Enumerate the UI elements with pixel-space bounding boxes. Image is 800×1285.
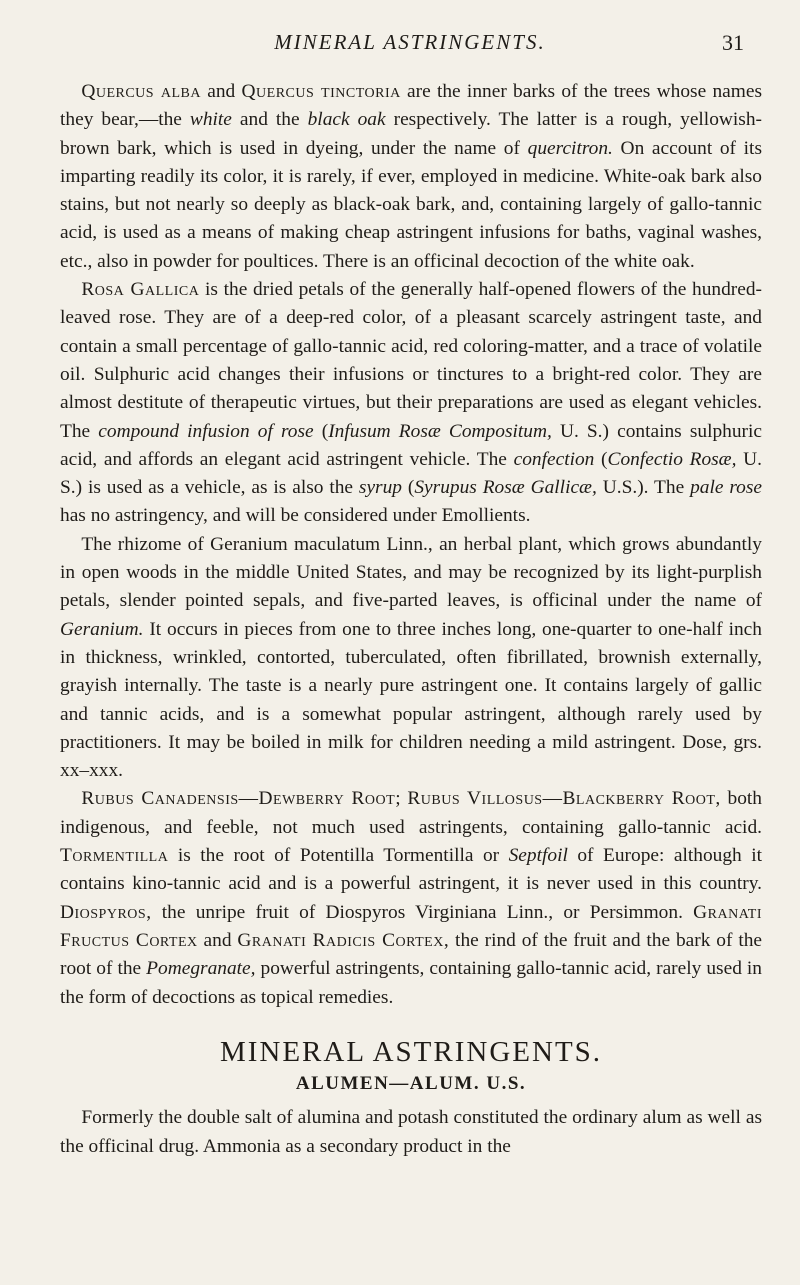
text-run: powerful astringents, containing gallo-tannic acid, rarely used in the form of decoctions as topical remedies. (60, 958, 763, 1008)
paragraph-rosa-gallica (60, 276, 762, 531)
small-caps-term: Granati Radicis Cortex, (237, 929, 450, 951)
italic-term: Infusum Rosæ Compositum, (328, 420, 552, 442)
text-run: is the dried petals of the generally half-opened flowers of the hundred-leaved rose. They are of a deep-red color, of a pleasant scarcely astringent taste, and contain a small percentage of gallo-tannic acid, red coloring-matter, and a trace of volatile oil. Sulphuric acid changes their infusions or tinctures to a bright-red color. They are almost destitute of therapeutic virtues, but their preparations are used as elegant vehicles. The (60, 279, 763, 442)
text-run: ( (402, 477, 415, 499)
text-run: of Europe: although it contains kino-tannic acid and is a powerful astringent, it is never used in this country. (60, 845, 762, 895)
text-run: and (197, 929, 238, 951)
text-run: U. S.) is used as a vehicle, as is also the (60, 448, 763, 499)
text-run: The rhizome of Geranium maculatum Linn., an herbal plant, which grows abundantly in open woods in the middle United States, and may be recognized by its light-purplish petals, slender pointed sepals, and five-parted leaves, is officinal under the name of (60, 533, 762, 612)
paragraph-quercus (60, 78, 762, 276)
italic-term: compound infusion of rose (98, 420, 314, 442)
small-caps-term: Rubus Canadensis—Dewberry Root (81, 788, 396, 810)
italic-term: Pomegranate, (146, 958, 256, 980)
text-run: the rind of the fruit and the bark of the root of the (60, 929, 763, 980)
text-run: U. S.) contains sulphuric acid, and affords an elegant acid astringent vehicle. The (60, 420, 762, 470)
italic-term: Geranium. (60, 618, 144, 640)
text-run: respectively. The latter is a rough, yellowish-brown bark, which is used in dyeing, under the name of (60, 109, 762, 159)
paragraph-rubus (60, 785, 762, 1011)
subsection-title: ALUMEN—ALUM. U.S. (295, 1073, 527, 1095)
text-run: ( (594, 448, 608, 470)
text-run: is the root of Potentilla Tormentilla or (168, 845, 509, 867)
italic-term: quercitron. (527, 137, 613, 159)
text-run: both indigenous, and feeble, not much used astringents, containing gallo-tannic acid. (60, 788, 763, 838)
page-number: 31 (722, 30, 744, 55)
italic-term: Syrupus Rosæ Gallicæ, (414, 477, 597, 499)
paragraph-geranium (60, 531, 762, 786)
italic-term: confection (513, 448, 595, 470)
text-run: are the inner barks of the trees whose names they bear,—the (60, 81, 762, 131)
text-run: U.S.). The (596, 477, 691, 499)
text-run: and (200, 81, 242, 102)
small-caps-term: Tormentilla (60, 845, 169, 867)
small-caps-term: Rubus Villosus—Blackberry Root, (407, 788, 721, 810)
italic-term: syrup (358, 477, 402, 499)
text-run: has no astringency, and will be considered under Emollients. (60, 505, 531, 527)
text-run: It occurs in pieces from one to three inches long, one-quarter to one-half inch in thickness, wrinkled, contorted, tuberculated, often fibrillated, brownish externally, grayish internally. The taste is a nearly pure astringent one. It contains largely of gallic and tannic acids, and is a somewhat popular astringent, although rarely used by practitioners. It may be boiled in milk for children needing a mild astringent. Dose, grs. xx–xxx. (60, 618, 762, 782)
italic-term: Confectio Rosæ, (607, 448, 737, 470)
body-text (60, 78, 762, 1161)
italic-term: black oak (307, 109, 386, 131)
section-title: MINERAL ASTRINGENTS. (219, 1035, 603, 1068)
italic-term: Septfoil (508, 845, 568, 867)
small-caps-term: Quercus alba (81, 81, 201, 102)
italic-term: white (189, 109, 232, 131)
italic-term: pale rose (690, 477, 762, 499)
text-run: ( (313, 420, 329, 442)
small-caps-term: Granati Fructus Cortex (60, 901, 762, 951)
text-run: and the (231, 109, 308, 131)
small-caps-term: Rosa Gallica (81, 279, 200, 301)
paragraph-alum: Formerly the double salt of alumina and potash constituted the ordinary alum as well as the officinal drug. Ammonia as a secondary product in the (60, 1107, 762, 1157)
small-caps-term: Diospyros, (60, 901, 152, 923)
running-title: MINERAL ASTRINGENTS. (274, 30, 546, 54)
text-run: On account of its imparting readily its color, it is rarely, if ever, employed in medicine. White-oak bark also stains, but not nearly so deeply as black-oak bark, and, containing largely of gallo-tannic acid, is used as a means of making cheap astringent infusions for baths, vaginal washes, etc., also in powder for poultices. There is an officinal decoction of the white oak. (60, 137, 762, 272)
small-caps-term: Quercus tinctoria (241, 81, 401, 102)
running-head (60, 30, 760, 60)
text-run: the unripe fruit of Diospyros Virginiana Linn., or Persimmon. (151, 901, 694, 923)
text-run: ; (395, 788, 408, 810)
